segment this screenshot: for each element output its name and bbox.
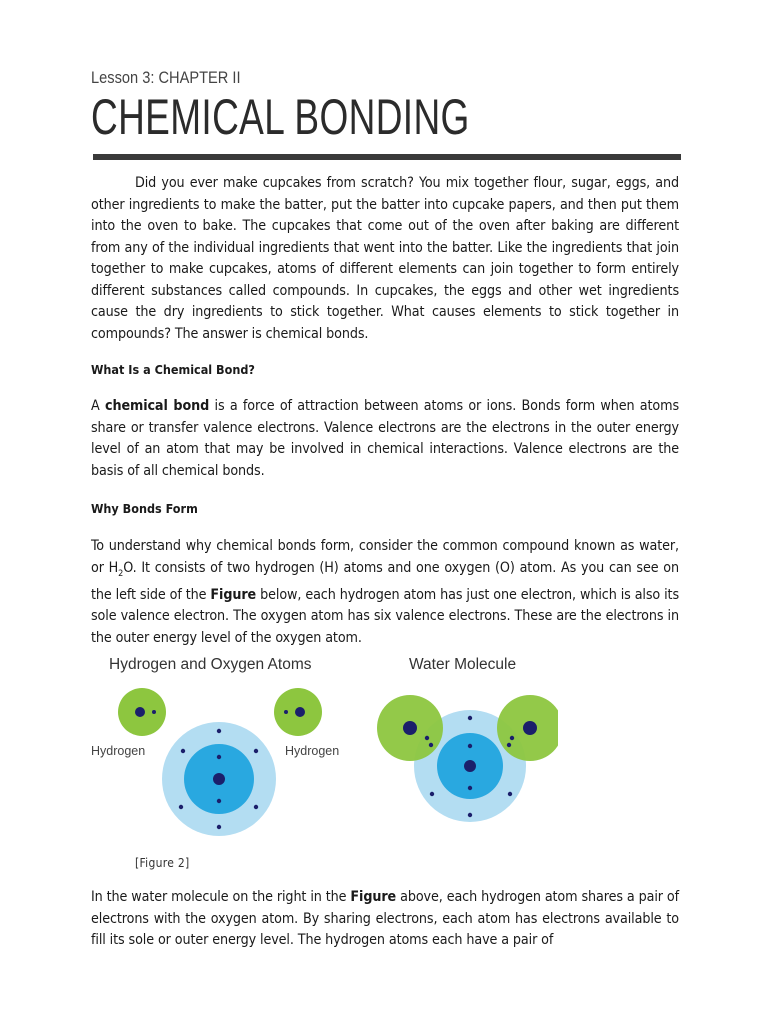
atoms-diagram [88,650,558,840]
chemical-bond-text: is a force of attraction between atoms or ions. Bonds form when atoms share or transfer valence electrons. Valence electrons are the electrons in the outer energy level of an atom that may be involved in chemical interactions. Valence electrons are the basis of all chemical bonds. [91,398,680,479]
hydrogen-label-left: Hydrogen [91,744,146,758]
water-molecule [377,695,558,822]
hydrogen-label-right: Hydrogen [285,744,340,758]
water-molecule-paragraph [91,887,679,952]
why-text-b: O. It consists of two hydrogen (H) atoms and one oxygen (O) atom. As you can see on the left side of the [91,559,679,603]
chemical-bond-paragraph [91,396,679,482]
water-text-a: In the water molecule on the right in the [91,889,347,905]
oxygen-atom [162,722,276,836]
why-text-c: below, each hydrogen atom has just one electron, which is also its sole valence electron. The oxygen atom has six valence electrons. These are the electrons in the outer energy level of the oxygen atom. [91,586,680,646]
figure-title-left: Hydrogen and Oxygen Atoms [109,656,312,673]
figure-word: Figure [210,586,257,603]
subscript-two: 2 [118,568,124,579]
water-text-b: above, each hydrogen atom shares a pair of electrons with the oxygen atom. By sharing electrons, each atom has electrons available to fill its sole or outer energy level. The hydrogen atoms each have a pair of [91,889,679,948]
section-heading-why-bonds: Why Bonds Form [91,501,198,516]
title-divider [93,154,681,160]
figure-word-2: Figure [350,889,397,905]
figure-title-right: Water Molecule [409,656,517,673]
section-heading-chemical-bond: What Is a Chemical Bond? [91,362,255,377]
lesson-label: Lesson 3: CHAPTER II [91,68,241,87]
page-title: CHEMICAL BONDING [91,89,470,145]
term-chemical-bond: chemical bond [104,398,210,414]
atoms-figure [88,650,558,840]
why-bonds-paragraph [91,536,679,649]
intro-text: Did you ever make cupcakes from scratch? You mix together flour, sugar, eggs, and other ingredients to make the batter, put the batter into cupcake papers, and then put them into the oven to bake. The cupcakes that come out of the oven after baking are different from any of the individual ingredients that went into the batter. Like the ingredients that join together to make cupcakes, atoms of different elements can join together to form entirely different substances called compounds. In cupcakes, the eggs and other wet ingredients cause the dry ingredients to stick together. What causes elements to stick together in compounds? The answer is chemical bonds. [91,175,679,342]
intro-paragraph [91,173,679,345]
hydrogen-atom-left [118,688,166,736]
hydrogen-atom-right [274,688,322,736]
lead-word: A [91,398,100,414]
figure-caption: [Figure 2] [135,856,190,870]
why-text-a: To understand why chemical bonds form, consider the common compound known as water, or H [91,538,679,576]
